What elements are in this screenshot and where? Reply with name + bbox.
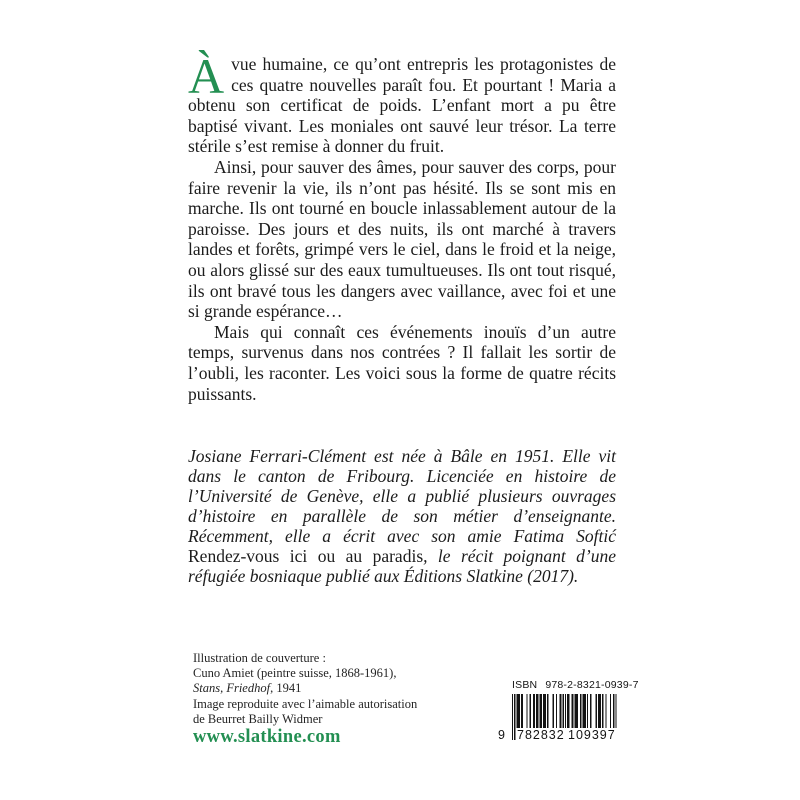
- blurb-paragraph-1: [188, 48, 616, 157]
- bio-text-before-title: Josiane Ferrari-Clément est née à Bâle en 1951. Elle vit dans le canton de Fribourg. Licenciée en histoire de l’Université de Genève, elle a publié plusieurs ouvrages d’histoire en parallèle de son métier d’enseignante. Récemment, elle a écrit avec son amie Fatima Softić: [188, 446, 616, 546]
- credits-permission-line2: de Beurret Bailly Widmer: [193, 711, 323, 726]
- isbn-prefix: ISBN: [512, 679, 538, 691]
- credits-permission-line1: Image reproduite avec l’aimable autorisation: [193, 696, 418, 711]
- publisher-website-link[interactable]: www.slatkine.com: [193, 727, 341, 747]
- credits-artist: Cuno Amiet (peintre suisse, 1868-1961),: [193, 666, 397, 681]
- blurb-paragraph-2: Ainsi, pour sauver des âmes, pour sauver des corps, pour faire revenir la vie, ils n’ont pas hésité. Ils se sont mis en marche. Ils ont tourné en boucle inlassablement autour de la paroisse. Des jours et des nuits, ils ont marché à travers landes et forêts, grimpé vers le ciel, dans le froid et la neige, ou alors glissé sur des eaux tumultueuses. Ils ont tout risqué, ils ont bravé tous les dangers avec vaillance, avec foi et une si grande espérance…: [188, 156, 616, 322]
- barcode-digits: [497, 728, 637, 741]
- bio-book-title: Rendez-vous ici ou au paradis: [188, 546, 424, 566]
- blurb-paragraph-3: Mais qui connaît ces événements inouïs d’un autre temps, survenus dans nos contrées ? Il fallait les sortir de l’oubli, les raconter. Les voici sous la forme de quatre récits puissants.: [188, 321, 616, 404]
- credits-artwork: [193, 681, 493, 696]
- artwork-year: , 1941: [270, 681, 302, 696]
- bio-text-after-title: , le récit poignant d’une réfugiée bosniaque publié aux Éditions Slatkine (2017).: [188, 546, 616, 586]
- blurb-paragraph-1-text: vue humaine, ce qu’ont entrepris les protagonistes de ces quatre nouvelles paraît fou. Et pourtant ! Maria a obtenu son certificat de poids. L’enfant mort a pu être baptisé vivant. Les moniales ont sauvé leur trésor. La terre stérile s’est remise à donner du fruit.: [188, 54, 616, 157]
- barcode-digit-group2: 109397: [568, 728, 616, 742]
- isbn-barcode-block: [497, 679, 637, 741]
- credits-heading: Illustration de couverture :: [193, 651, 326, 665]
- barcode-digit-group1: 782832: [517, 728, 565, 742]
- isbn-number: 978-2-8321-0939-7: [545, 679, 639, 691]
- back-cover-blurb: [188, 48, 616, 404]
- cover-illustration-credits: [193, 651, 493, 727]
- isbn-label: [512, 679, 637, 691]
- barcode-digit-first: 9: [498, 728, 506, 742]
- dropcap-letter: À: [188, 48, 225, 104]
- artwork-title: Stans, Friedhof: [193, 681, 271, 696]
- author-bio: [188, 446, 616, 586]
